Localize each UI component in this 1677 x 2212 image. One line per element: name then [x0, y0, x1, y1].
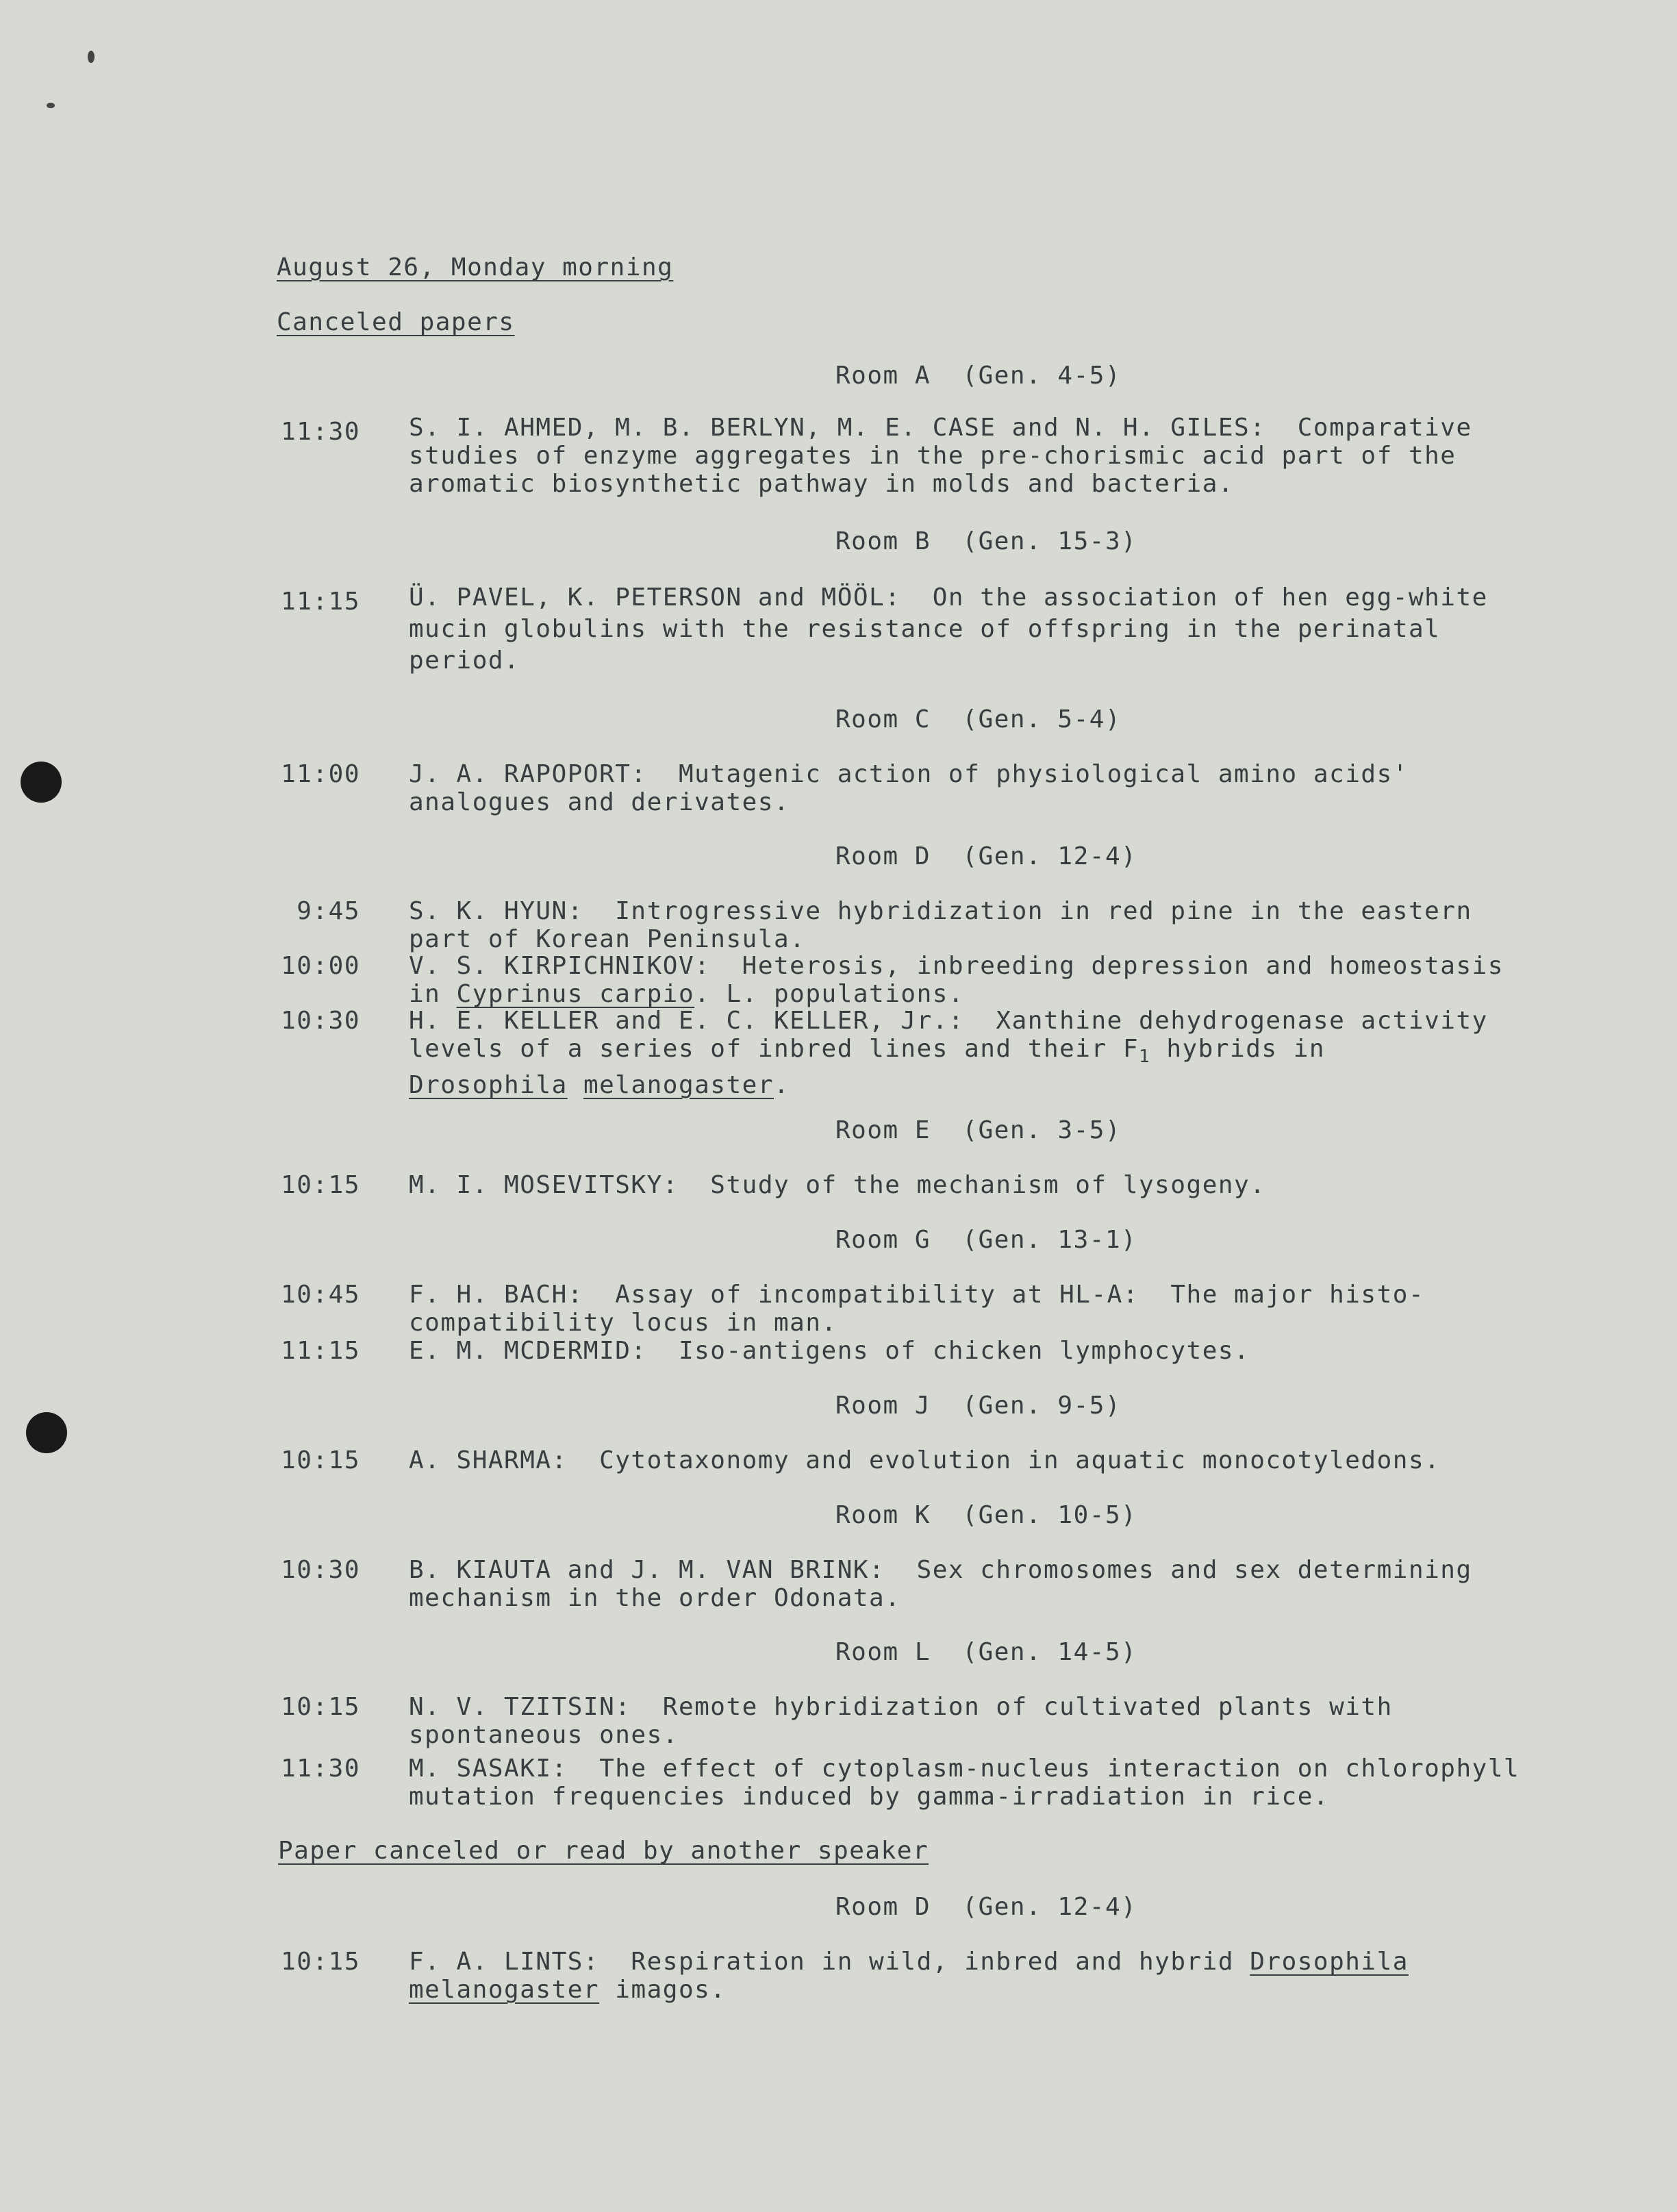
entry-line-prefix: in — [409, 980, 457, 1008]
room-heading: Room D (Gen. 12-4) — [835, 842, 1137, 870]
entry-text — [409, 1171, 1265, 1199]
entry-line-suffix: imagos. — [599, 1976, 727, 2004]
room-heading: Room K (Gen. 10-5) — [835, 1501, 1137, 1529]
entry-text — [409, 414, 1472, 498]
entry-line-suffix: . L. populations. — [694, 980, 965, 1008]
genus-name: Drosophila — [1250, 1948, 1409, 1976]
room-heading: Room D (Gen. 12-4) — [835, 1893, 1137, 1921]
entry-line: mucin globulins with the resistance of offspring in the perinatal — [409, 615, 1441, 643]
entry-text — [409, 1446, 1440, 1474]
entry-line: E. M. MCDERMID: Iso-antigens of chicken lymphocytes. — [409, 1337, 1250, 1365]
entry-line: Ü. PAVEL, K. PETERSON and MÖÖL: On the association of hen egg-white — [409, 583, 1488, 612]
entry-time: 11:30 — [281, 1755, 360, 1783]
punch-hole-bottom — [26, 1412, 67, 1453]
entry-time: 10:30 — [281, 1007, 360, 1035]
entry-text — [409, 1693, 1393, 1749]
species-name: melanogaster — [409, 1976, 600, 2004]
entry-text — [409, 1007, 1488, 1099]
entry-time: 11:15 — [281, 588, 360, 616]
room-heading: Room J (Gen. 9-5) — [835, 1392, 1122, 1420]
entry-time: 10:15 — [281, 1693, 360, 1721]
page-heading: August 26, Monday morning — [277, 253, 674, 281]
entry-line-prefix: F. A. LINTS: Respiration in wild, inbred and hybrid — [409, 1948, 1250, 1976]
species-name: Cyprinus carpio — [456, 980, 695, 1008]
entry-line: F. H. BACH: Assay of incompatibility at HL-A: The major histo- — [409, 1281, 1425, 1309]
entry-line: spontaneous ones. — [409, 1721, 679, 1749]
paper-speck — [88, 51, 94, 63]
entry-line: studies of enzyme aggregates in the pre-chorismic acid part of the — [409, 442, 1457, 470]
entry-text — [409, 1948, 1409, 2004]
entry-line: compatibility locus in man. — [409, 1309, 837, 1337]
room-heading: Room E (Gen. 3-5) — [835, 1116, 1122, 1144]
species-name: melanogaster — [583, 1071, 774, 1099]
entry-line-prefix: levels of a series of inbred lines and their F — [409, 1035, 1139, 1063]
entry-text — [409, 1556, 1472, 1612]
entry-line: part of Korean Peninsula. — [409, 925, 806, 953]
room-heading: Room G (Gen. 13-1) — [835, 1226, 1137, 1254]
entry-line: period. — [409, 646, 520, 675]
entry-line-suffix: . — [774, 1071, 790, 1099]
entry-text — [409, 1755, 1520, 1811]
room-heading: Room A (Gen. 4-5) — [835, 362, 1122, 390]
entry-time: 9:45 — [297, 897, 360, 925]
room-heading: Room C (Gen. 5-4) — [835, 705, 1122, 733]
entry-line: B. KIAUTA and J. M. VAN BRINK: Sex chromosomes and sex determining — [409, 1556, 1472, 1584]
entry-time: 10:00 — [281, 952, 360, 980]
entry-time: 10:15 — [281, 1948, 360, 1976]
entry-text — [409, 760, 1409, 816]
entry-time: 10:15 — [281, 1446, 360, 1474]
entry-time: 11:15 — [281, 1337, 360, 1365]
entry-line: analogues and derivates. — [409, 788, 790, 816]
entry-line: S. I. AHMED, M. B. BERLYN, M. E. CASE and N. H. GILES: Comparative — [409, 414, 1472, 442]
entry-time: 11:30 — [281, 418, 360, 446]
entry-line: aromatic biosynthetic pathway in molds and bacteria. — [409, 470, 1235, 498]
entry-line-suffix: hybrids in — [1150, 1035, 1326, 1063]
entry-line: M. SASAKI: The effect of cytoplasm-nucleus interaction on chlorophyll — [409, 1755, 1520, 1783]
entry-line: V. S. KIRPICHNIKOV: Heterosis, inbreeding depression and homeostasis — [409, 952, 1504, 980]
entry-line: mutation frequencies induced by gamma-irradiation in rice. — [409, 1783, 1330, 1811]
entry-time: 11:00 — [281, 760, 360, 788]
room-heading: Room B (Gen. 15-3) — [835, 527, 1137, 555]
section-heading-read-by-another: Paper canceled or read by another speaker — [278, 1837, 929, 1865]
entry-text — [409, 897, 1472, 953]
entry-time: 10:30 — [281, 1556, 360, 1584]
entry-time: 10:45 — [281, 1281, 360, 1309]
entry-line: N. V. TZITSIN: Remote hybridization of cultivated plants with — [409, 1693, 1393, 1721]
entry-line: mechanism in the order Odonata. — [409, 1584, 901, 1612]
section-heading-canceled: Canceled papers — [277, 308, 515, 336]
entry-line: H. E. KELLER and E. C. KELLER, Jr.: Xanthine dehydrogenase activity — [409, 1007, 1488, 1035]
entry-line: A. SHARMA: Cytotaxonomy and evolution in aquatic monocotyledons. — [409, 1446, 1441, 1474]
entry-time: 10:15 — [281, 1171, 360, 1199]
subscript: 1 — [1139, 1046, 1151, 1067]
genus-name: Drosophila — [409, 1071, 568, 1099]
paper-speck — [47, 103, 55, 108]
entry-text — [409, 1337, 1250, 1365]
entry-text — [409, 582, 1488, 677]
entry-line: J. A. RAPOPORT: Mutagenic action of physiological amino acids' — [409, 760, 1409, 788]
entry-text — [409, 1281, 1424, 1337]
entry-line: S. K. HYUN: Introgressive hybridization in red pine in the eastern — [409, 897, 1472, 925]
room-heading: Room L (Gen. 14-5) — [835, 1638, 1137, 1666]
entry-line: M. I. MOSEVITSKY: Study of the mechanism of lysogeny. — [409, 1171, 1266, 1199]
entry-text — [409, 952, 1504, 1008]
punch-hole-top — [21, 762, 62, 803]
